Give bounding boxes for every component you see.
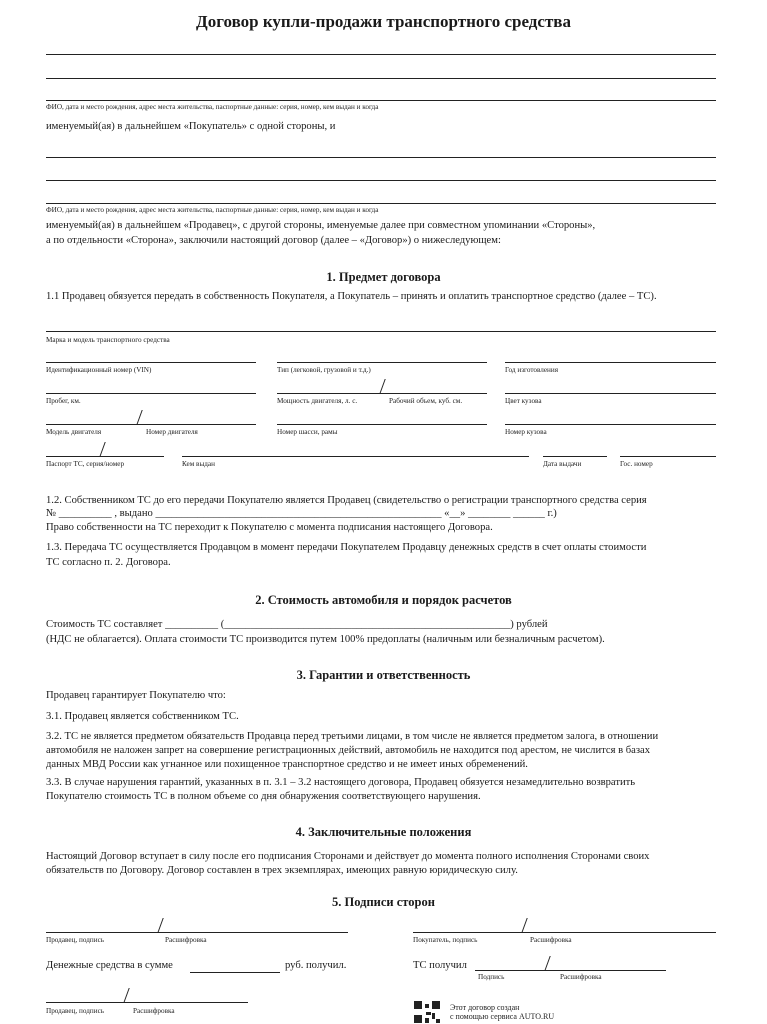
- blank-line: [46, 393, 256, 394]
- clause-1-3-line1: 1.3. Передача ТС осуществляется Продавцом в момент передачи Покупателем Продавцу денежных средств в счет оплаты стоимости: [46, 542, 647, 553]
- money-signature-line: [46, 1002, 248, 1003]
- seller-decode-label: Расшифровка: [165, 936, 207, 944]
- party-caption: ФИО, дата и место рождения, адрес места жительства, паспортные данные: серия, номер, кем выдан и когда: [46, 103, 379, 111]
- separator-slash: [157, 918, 163, 933]
- seller-signature-line: [46, 932, 348, 933]
- field-vin-label: Идентификационный номер (VIN): [46, 366, 152, 374]
- clause-1-2-line2: № __________ , выдано ______________________________________________________ «__» ________ ______ г.): [46, 508, 557, 519]
- field-year-label: Год изготовления: [505, 366, 559, 374]
- separator-slash: [521, 918, 527, 933]
- blank-line: [46, 157, 716, 158]
- separator-slash: [123, 988, 129, 1003]
- price-line1: Стоимость ТС составляет __________ (______________________________________________________) рублей: [46, 619, 548, 630]
- blank-line: [46, 203, 716, 204]
- blank-line: [46, 100, 716, 101]
- field-chassis-label: Номер шасси, рамы: [277, 428, 338, 436]
- section-4-heading: 4. Заключительные положения: [295, 825, 472, 839]
- field-issue-date-label: Дата выдачи: [543, 460, 582, 468]
- field-power-label: Мощность двигателя, л. с.: [277, 397, 358, 405]
- blank-line: [505, 393, 716, 394]
- vehicle-received-label: ТС получил: [413, 960, 467, 971]
- seller-text-1: именуемый(ая) в дальнейшем «Продавец», с другой стороны, именуемые далее при совместном упоминании «Стороны»,: [46, 220, 596, 231]
- buyer-signature-line: [413, 932, 716, 933]
- clause-3-3-line1: 3.3. В случае нарушения гарантий, указанных в п. 3.1 – 3.2 настоящего договора, Продавец обязуется незамедлительно возвратить: [46, 777, 636, 788]
- money-amount-line: [190, 972, 280, 973]
- money-sign-label: Продавец, подпись: [46, 1007, 105, 1015]
- blank-line: [46, 362, 256, 363]
- field-body-number-label: Номер кузова: [505, 428, 547, 436]
- seller-text-2: а по отдельности «Сторона», заключили настоящий договор (далее – «Договор») о нижеследующем:: [46, 235, 501, 246]
- buyer-decode-label: Расшифровка: [530, 936, 572, 944]
- section-2-heading: 2. Стоимость автомобиля и порядок расчетов: [255, 593, 512, 607]
- blank-line: [277, 393, 487, 394]
- field-color-label: Цвет кузова: [505, 397, 542, 405]
- money-received-prefix: Денежные средства в сумме: [46, 960, 173, 971]
- field-engine-number-label: Номер двигателя: [146, 428, 198, 436]
- blank-line: [46, 180, 716, 181]
- field-engine-model-label: Модель двигателя: [46, 428, 102, 436]
- field-passport-label: Паспорт ТС, серия/номер: [46, 460, 125, 468]
- clause-3-2-line3: данных МВД России как угнанное или похищенное транспортное средство и не имеет иных обременений.: [46, 759, 528, 770]
- blank-line: [543, 456, 607, 457]
- section-5-heading: 5. Подписи сторон: [332, 895, 435, 909]
- blank-line: [46, 54, 716, 55]
- blank-line: [277, 362, 487, 363]
- clause-3-2-line2: автомобиля не наложен запрет на совершение регистрационных действий, автомобиль не находится под арестом, не числится в базах: [46, 745, 651, 756]
- blank-line: [46, 78, 716, 79]
- qr-code-icon: [414, 1001, 440, 1023]
- blank-line: [505, 424, 716, 425]
- blank-line: [620, 456, 716, 457]
- field-volume-label: Рабочий объем, куб. см.: [389, 397, 463, 405]
- clause-3-2-line1: 3.2. ТС не является предметом обязательств Продавца перед третьими лицами, в том числе не является предметом залога, в отношении: [46, 731, 659, 742]
- field-mileage-label: Пробег, км.: [46, 397, 81, 405]
- footer-line1: Этот договор создан: [450, 1003, 520, 1012]
- clause-1-1: 1.1 Продавец обязуется передать в собственность Покупателя, а Покупатель – принять и оплатить транспортное средство (далее – ТС).: [46, 291, 657, 302]
- field-type-label: Тип (легковой, грузовой и т.д.): [277, 366, 371, 374]
- separator-slash: [99, 442, 105, 457]
- vehicle-decode-label: Расшифровка: [560, 973, 602, 981]
- blank-line: [277, 424, 487, 425]
- section-1-heading: 1. Предмет договора: [326, 270, 441, 284]
- section-3-heading: 3. Гарантии и ответственность: [296, 668, 471, 682]
- vehicle-received-line: [475, 970, 666, 971]
- separator-slash: [379, 379, 385, 394]
- field-issued-by-label: Кем выдан: [182, 460, 215, 468]
- blank-line: [46, 424, 256, 425]
- footer-line2: с помощью сервиса AUTO.RU: [450, 1012, 555, 1021]
- blank-line: [505, 362, 716, 363]
- clause-1-3-line2: ТС согласно п. 2. Договора.: [46, 557, 171, 568]
- field-brand-label: Марка и модель транспортного средства: [46, 336, 170, 344]
- party-caption: ФИО, дата и место рождения, адрес места жительства, паспортные данные: серия, номер, кем выдан и когда: [46, 206, 379, 214]
- money-received-suffix: руб. получил.: [285, 960, 347, 971]
- clause-3-3-line2: Покупателю стоимость ТС в полном объеме со дня обнаружения соответствующего нарушения.: [46, 791, 481, 802]
- money-decode-label: Расшифровка: [133, 1007, 175, 1015]
- blank-line: [182, 456, 529, 457]
- separator-slash: [136, 410, 142, 425]
- price-line2: (НДС не облагается). Оплата стоимости ТС производится путем 100% предоплаты (наличным или безналичным расчетом).: [46, 634, 605, 645]
- blank-line: [46, 456, 164, 457]
- final-provisions-line2: обязательств по Договору. Договор составлен в трех экземплярах, имеющих равную юридическую силу.: [46, 865, 518, 876]
- buyer-text: именуемый(ая) в дальнейшем «Покупатель» с одной стороны, и: [46, 121, 336, 132]
- guarantee-intro: Продавец гарантирует Покупателю что:: [46, 690, 226, 701]
- document-title: Договор купли-продажи транспортного средства: [196, 12, 571, 31]
- blank-line: [46, 331, 716, 332]
- separator-slash: [544, 956, 550, 971]
- clause-3-1: 3.1. Продавец является собственником ТС.: [46, 711, 239, 722]
- final-provisions-line1: Настоящий Договор вступает в силу после его подписания Сторонами и действует до момента полного исполнения Сторонами своих: [46, 851, 650, 862]
- clause-1-2-line1: 1.2. Собственником ТС до его передачи Покупателю является Продавец (свидетельство о регистрации транспортного средства серия: [46, 495, 647, 506]
- seller-signature-label: Продавец, подпись: [46, 936, 105, 944]
- field-plate-label: Гос. номер: [620, 460, 653, 468]
- clause-1-2-line3: Право собственности на ТС переходит к Покупателю с момента подписания настоящего Договора.: [46, 522, 493, 533]
- vehicle-sign-label: Подпись: [478, 973, 505, 981]
- buyer-signature-label: Покупатель, подпись: [413, 936, 478, 944]
